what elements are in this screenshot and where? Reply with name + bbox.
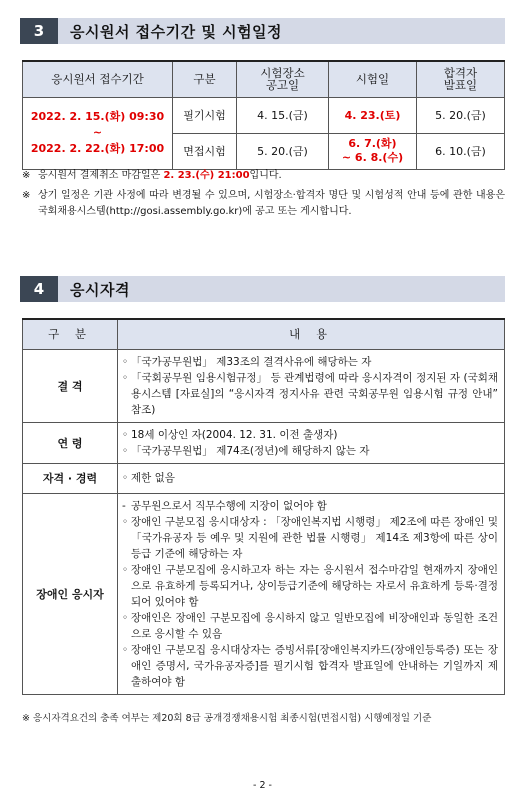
type-interview: 면접시험	[173, 133, 237, 169]
result-written: 5. 20.(금)	[417, 97, 505, 133]
schedule-notes	[22, 168, 505, 220]
bullet: ◦	[122, 563, 129, 576]
section-4-number: 4	[20, 276, 58, 302]
content-line	[122, 370, 498, 418]
eligibility-row-qualification	[23, 463, 505, 493]
category-disqualification: 결 격	[23, 349, 118, 422]
venue-written: 4. 15.(금)	[237, 97, 329, 133]
header-result-date-text: 합격자 발표일	[443, 66, 478, 93]
bullet: ◦	[122, 643, 129, 656]
note-mark: ※	[22, 190, 31, 201]
content-age	[118, 422, 505, 463]
bullet: ◦	[122, 472, 129, 484]
content-line	[122, 427, 498, 443]
period-end: 2022. 2. 22.(화) 17:00	[30, 142, 165, 155]
header-venue-date	[237, 61, 329, 97]
exam-interview-l2: ~ 6. 8.(수)	[341, 151, 404, 164]
header-type: 구분	[173, 61, 237, 97]
period-start: 2022. 2. 15.(화) 09:30	[30, 110, 165, 123]
section-4-header	[20, 276, 505, 302]
note-cancel-deadline	[22, 168, 505, 184]
exam-interview	[329, 133, 417, 169]
content-line	[122, 443, 498, 459]
note-text: 상기 일정은 기관 사정에 따라 변경될 수 있으며, 시험장소·합격자 명단 및 시험성적 안내 등에 관한 내용은 국회채용시스템(http://gosi.assembly.go.kr)에 공고 또는 게시합니다.	[38, 190, 505, 217]
bullet: ◦	[122, 428, 129, 441]
content-line	[122, 610, 498, 642]
section-3-header	[20, 18, 505, 44]
note-deadline: 2. 23.(수) 21:00	[163, 170, 250, 181]
section-3-title: 응시원서 접수기간 및 시험일정	[70, 22, 283, 41]
line-text: 제한 없음	[131, 472, 175, 484]
header-venue-date-text: 시험장소 공고일	[260, 66, 305, 93]
schedule-header-row	[23, 61, 505, 97]
note-pre: 응시원서 결제취소 마감일은	[38, 170, 164, 181]
header-category: 구 분	[23, 319, 118, 349]
content-qualification	[118, 463, 505, 493]
eligibility-row-disabled	[23, 493, 505, 694]
header-content: 내 용	[118, 319, 505, 349]
bullet: ◦	[122, 355, 129, 368]
eligibility-row-disqualification	[23, 349, 505, 422]
eligibility-table	[22, 318, 505, 695]
category-disabled: 장애인 응시자	[23, 493, 118, 694]
content-disabled	[118, 493, 505, 694]
content-line	[122, 642, 498, 690]
line-text: 공무원으로서 직무수행에 지장이 없어야 함	[131, 499, 327, 512]
schedule-row-written	[23, 97, 505, 133]
note-post: 입니다.	[249, 170, 282, 181]
bullet: ◦	[122, 515, 129, 528]
application-period	[23, 97, 173, 169]
period-sep: ~	[92, 126, 103, 139]
note-text	[38, 168, 282, 184]
bullet: -	[122, 499, 126, 512]
schedule-table	[22, 60, 505, 170]
note-schedule-change	[22, 188, 505, 220]
section-3-number: 3	[20, 18, 58, 44]
content-line	[122, 470, 498, 486]
bullet: ◦	[122, 371, 129, 384]
exam-written: 4. 23.(토)	[329, 97, 417, 133]
category-age: 연 령	[23, 422, 118, 463]
line-text: 18세 이상인 자(2004. 12. 31. 이전 출생자)	[131, 428, 338, 441]
content-line	[122, 354, 498, 370]
header-period: 응시원서 접수기간	[23, 61, 173, 97]
line-text: 장애인은 장애인 구분모집에 응시하지 않고 일반모집에 비장애인과 동일한 조건으로 응시할 수 있음	[131, 611, 498, 640]
page-number: - 2 -	[253, 780, 272, 791]
content-line	[122, 562, 498, 610]
line-text: 「국가공무원법」 제74조(정년)에 해당하지 않는 자	[131, 444, 370, 457]
eligibility-row-age	[23, 422, 505, 463]
content-line	[122, 498, 498, 514]
header-result-date	[417, 61, 505, 97]
exam-interview-l1: 6. 7.(화)	[348, 137, 397, 150]
section-4-title: 응시자격	[70, 280, 130, 299]
line-text: 장애인 구분모집 응시대상자는 증빙서류[장애인복지카드(장애인등록증) 또는 장애인 증명서, 국가유공자증]를 필기시험 합격자 발표일에 안내하는 기일까지 제출하여야 함	[131, 643, 498, 688]
note-mark: ※	[22, 170, 31, 181]
category-qualification: 자격 · 경력	[23, 463, 118, 493]
venue-interview: 5. 20.(금)	[237, 133, 329, 169]
line-text: 「국가공무원법」 제33조의 결격사유에 해당하는 자	[131, 355, 372, 368]
type-written: 필기시험	[173, 97, 237, 133]
content-disqualification	[118, 349, 505, 422]
result-interview: 6. 10.(금)	[417, 133, 505, 169]
bullet: ◦	[122, 611, 129, 624]
line-text: 장애인 구분모집 응시대상자 : 「장애인복지법 시행령」 제2조에 따른 장애인 및 「국가유공자 등 예우 및 지원에 관한 법률 시행령」 제14조 제3항에 따른 상이등급 기준에 해당하는 자	[131, 515, 498, 560]
eligibility-footnote: ※ 응시자격요건의 충족 여부는 제20회 8급 공개경쟁채용시험 최종시험(면접시험) 시행예정일 기준	[22, 713, 432, 724]
bullet: ◦	[122, 444, 129, 457]
line-text: 「국회공무원 임용시험규정」 등 관계법령에 따라 응시자격이 정지된 자 (국회채용시스템 [자료실]의 “응시자격 정지사유 관련 국회공무원 임용시험 규정 안내” 참조)	[131, 371, 498, 416]
header-exam-date: 시험일	[329, 61, 417, 97]
line-text: 장애인 구분모집에 응시하고자 하는 자는 응시원서 접수마감일 현재까지 장애인으로 유효하게 등록되거나, 상이등급기준에 해당하는 자로서 유효하게 등록·결정되어 있어야 함	[131, 563, 498, 608]
eligibility-header-row	[23, 319, 505, 349]
content-line	[122, 514, 498, 562]
